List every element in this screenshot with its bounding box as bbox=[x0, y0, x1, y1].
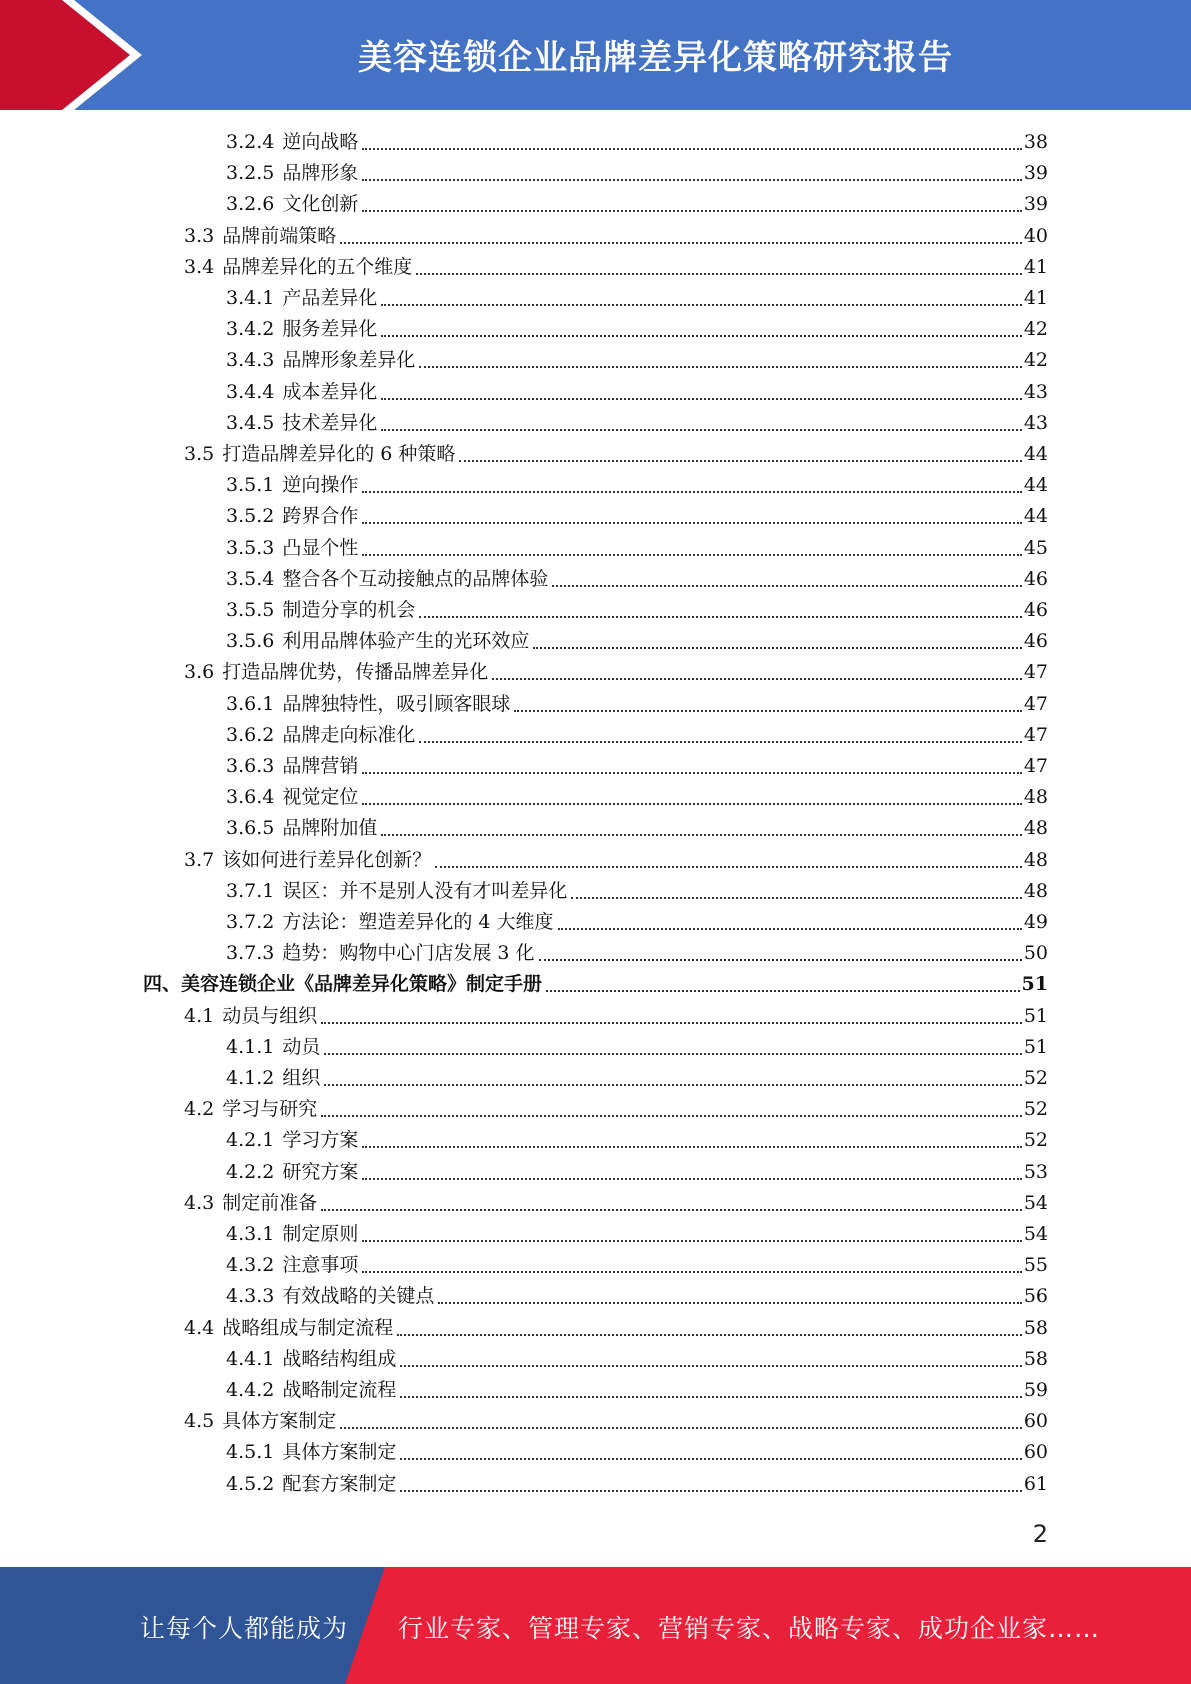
toc-entry-title: 技术差异化 bbox=[282, 411, 378, 434]
toc-dot-leader bbox=[362, 1239, 1021, 1242]
toc-dot-leader bbox=[362, 1270, 1021, 1273]
toc-entry-number: 3.5.2 bbox=[226, 505, 275, 528]
toc-entry[interactable] bbox=[184, 221, 1048, 252]
toc-entry-page: 55 bbox=[1023, 1254, 1048, 1277]
footer-slogan-right: 行业专家、管理专家、营销专家、战略专家、成功企业家…… bbox=[398, 1614, 1101, 1643]
toc-entry[interactable] bbox=[184, 439, 1048, 470]
toc-entry-page: 54 bbox=[1023, 1223, 1048, 1245]
toc-entry[interactable] bbox=[226, 283, 1048, 314]
toc-entry-page: 58 bbox=[1023, 1316, 1048, 1339]
toc-entry[interactable] bbox=[226, 907, 1048, 938]
toc-entry-number: 3.7 bbox=[184, 848, 215, 871]
toc-entry-page: 52 bbox=[1023, 1129, 1048, 1152]
toc-entry-page: 44 bbox=[1023, 505, 1048, 528]
toc-entry[interactable] bbox=[226, 1157, 1048, 1188]
toc-entry-number: 3.4.4 bbox=[226, 380, 275, 403]
toc-dot-leader bbox=[419, 615, 1021, 618]
toc-entry-page: 40 bbox=[1023, 224, 1048, 247]
toc-dot-leader bbox=[362, 521, 1021, 524]
toc-entry-number: 4.4 bbox=[184, 1316, 215, 1339]
toc-entry-number: 3.7.3 bbox=[226, 942, 275, 965]
toc-entry[interactable] bbox=[226, 533, 1048, 564]
toc-dot-leader bbox=[416, 272, 1022, 275]
toc-entry-page: 43 bbox=[1023, 380, 1048, 403]
toc-dot-leader bbox=[419, 365, 1021, 368]
toc-dot-leader bbox=[571, 896, 1021, 899]
toc-entry-title: 服务差异化 bbox=[282, 318, 378, 341]
toc-entry-page: 38 bbox=[1023, 131, 1048, 153]
toc-entry-page: 42 bbox=[1023, 318, 1048, 341]
toc-entry-title: 具体方案制定 bbox=[222, 1410, 337, 1433]
toc-entry-title: 品牌前端策略 bbox=[222, 224, 337, 247]
toc-entry-number: 3.5.3 bbox=[226, 536, 275, 559]
toc-entry-page: 48 bbox=[1023, 879, 1048, 902]
toc-dot-leader bbox=[459, 459, 1021, 462]
toc-entry-title: 研究方案 bbox=[282, 1160, 359, 1183]
toc-entry-page: 58 bbox=[1023, 1347, 1048, 1370]
toc-entry-number: 4.2 bbox=[184, 1098, 215, 1121]
toc-entry-title: 逆向战略 bbox=[282, 131, 359, 153]
toc-entry-page: 47 bbox=[1023, 692, 1048, 715]
toc-entry-title: 配套方案制定 bbox=[282, 1472, 397, 1495]
toc-dot-leader bbox=[438, 1301, 1021, 1304]
toc-entry-title: 注意事项 bbox=[282, 1254, 359, 1277]
toc-entry-number: 3.6.5 bbox=[226, 817, 275, 840]
toc-entry[interactable] bbox=[226, 626, 1048, 657]
page-footer bbox=[0, 1567, 1191, 1684]
toc-entry-number: 4.4.1 bbox=[226, 1347, 275, 1370]
toc-entry-title: 利用品牌体验产生的光环效应 bbox=[282, 630, 530, 653]
toc-dot-leader bbox=[397, 1333, 1022, 1336]
toc-entry-title: 产品差异化 bbox=[282, 287, 378, 309]
toc-entry-number: 4.3.3 bbox=[226, 1285, 275, 1308]
toc-entry-number: 3.6 bbox=[184, 661, 215, 684]
toc-entry-title: 品牌形象 bbox=[282, 162, 359, 185]
toc-entry-page: 56 bbox=[1023, 1285, 1048, 1308]
toc-entry-page: 46 bbox=[1023, 599, 1048, 621]
toc-entry-page: 47 bbox=[1023, 661, 1048, 684]
toc-entry-number: 4.5.1 bbox=[226, 1441, 275, 1464]
toc-entry-title: 品牌独特性，吸引顾客眼球 bbox=[282, 692, 511, 715]
toc-entry[interactable] bbox=[184, 1094, 1048, 1125]
toc-entry[interactable] bbox=[226, 689, 1048, 720]
toc-entry[interactable] bbox=[226, 377, 1048, 408]
toc-entry[interactable] bbox=[226, 1125, 1048, 1156]
toc-entry-page: 52 bbox=[1023, 1098, 1048, 1121]
toc-dot-leader bbox=[435, 865, 1022, 868]
toc-entry-number: 3.2.5 bbox=[226, 162, 275, 185]
toc-entry-number: 3.7.1 bbox=[226, 879, 275, 902]
toc-entry-page: 61 bbox=[1023, 1472, 1048, 1495]
toc-dot-leader bbox=[324, 1083, 1021, 1086]
toc-entry-number: 4.5 bbox=[184, 1410, 215, 1433]
toc-dot-leader bbox=[546, 989, 1020, 992]
toc-entry-title: 趋势：购物中心门店发展 3 化 bbox=[282, 942, 535, 965]
toc-entry-number: 3.5.4 bbox=[226, 567, 275, 590]
toc-entry-page: 59 bbox=[1023, 1379, 1048, 1401]
toc-entry-title: 打造品牌优势，传播品牌差异化 bbox=[222, 661, 489, 684]
toc-entry[interactable] bbox=[226, 1281, 1048, 1312]
toc-entry[interactable] bbox=[184, 1001, 1048, 1032]
toc-entry[interactable] bbox=[184, 1406, 1048, 1437]
toc-entry-page: 49 bbox=[1023, 911, 1048, 933]
toc-entry-title: 逆向操作 bbox=[282, 474, 359, 497]
toc-entry[interactable] bbox=[184, 657, 1048, 688]
toc-entry-number: 3.4.2 bbox=[226, 318, 275, 341]
toc-entry-page: 50 bbox=[1023, 942, 1048, 965]
toc-entry-number: 4.3 bbox=[184, 1191, 215, 1214]
toc-entry-title: 制造分享的机会 bbox=[282, 599, 416, 621]
toc-entry-title: 品牌附加值 bbox=[282, 817, 378, 840]
toc-dot-leader bbox=[324, 1052, 1021, 1055]
toc-entry-title: 品牌营销 bbox=[282, 755, 359, 777]
toc-entry[interactable] bbox=[226, 1375, 1048, 1406]
toc-entry-title: 制定前准备 bbox=[222, 1191, 318, 1214]
toc-entry-title: 成本差异化 bbox=[282, 380, 378, 403]
page-header bbox=[0, 0, 1191, 110]
toc-entry-title: 战略组成与制定流程 bbox=[222, 1316, 394, 1339]
toc-entry-number: 3.2.4 bbox=[226, 131, 275, 153]
toc-entry-title: 组织 bbox=[282, 1067, 321, 1089]
toc-dot-leader bbox=[400, 1364, 1021, 1367]
toc-dot-leader bbox=[492, 677, 1022, 680]
toc-entry[interactable] bbox=[226, 345, 1048, 376]
toc-entry[interactable] bbox=[226, 314, 1048, 345]
toc-dot-leader bbox=[419, 740, 1021, 743]
toc-dot-leader bbox=[381, 334, 1021, 337]
toc-dot-leader bbox=[362, 802, 1021, 805]
toc-entry-number: 3.4.1 bbox=[226, 287, 275, 309]
toc-entry[interactable] bbox=[226, 595, 1048, 626]
toc-entry-page: 48 bbox=[1023, 848, 1048, 871]
toc-entry[interactable] bbox=[226, 813, 1048, 844]
toc-entry-title: 有效战略的关键点 bbox=[282, 1285, 435, 1308]
toc-entry-number: 3.7.2 bbox=[226, 911, 275, 933]
toc-entry[interactable] bbox=[226, 1344, 1048, 1375]
toc-entry-page: 44 bbox=[1023, 474, 1048, 497]
toc-entry-title: 品牌走向标准化 bbox=[282, 723, 416, 746]
toc-dot-leader bbox=[362, 178, 1021, 181]
toc-entry[interactable] bbox=[226, 938, 1048, 969]
toc-dot-leader bbox=[400, 1457, 1021, 1460]
toc-dot-leader bbox=[362, 209, 1021, 212]
toc-dot-leader bbox=[362, 1145, 1021, 1148]
toc-entry-title: 品牌形象差异化 bbox=[282, 349, 416, 372]
toc-entry-number: 3.3 bbox=[184, 224, 215, 247]
toc-entry[interactable] bbox=[226, 720, 1048, 751]
toc-entry-title: 文化创新 bbox=[282, 193, 359, 216]
toc-entry-page: 46 bbox=[1023, 567, 1048, 590]
toc-entry[interactable] bbox=[226, 1250, 1048, 1281]
toc-entry[interactable] bbox=[226, 189, 1048, 220]
toc-entry-number: 3.5.1 bbox=[226, 474, 275, 497]
toc-entry-title: 动员 bbox=[282, 1035, 321, 1058]
toc-entry[interactable] bbox=[226, 564, 1048, 595]
toc-entry[interactable] bbox=[226, 158, 1048, 189]
toc-entry-title: 方法论：塑造差异化的 4 大维度 bbox=[282, 911, 554, 933]
toc-entry-number: 4.3.1 bbox=[226, 1223, 275, 1245]
toc-entry[interactable] bbox=[226, 127, 1048, 158]
toc-entry-page: 44 bbox=[1023, 443, 1048, 465]
toc-dot-leader bbox=[400, 1395, 1021, 1398]
toc-entry-page: 60 bbox=[1023, 1410, 1048, 1433]
toc-entry[interactable] bbox=[226, 751, 1048, 782]
toc-entry-page: 43 bbox=[1023, 411, 1048, 434]
toc-dot-leader bbox=[381, 428, 1021, 431]
toc-entry[interactable] bbox=[226, 408, 1048, 439]
toc-entry-page: 41 bbox=[1023, 255, 1048, 278]
toc-dot-leader bbox=[340, 1426, 1022, 1429]
toc-entry-page: 47 bbox=[1023, 755, 1048, 777]
toc-entry-number: 4.2.1 bbox=[226, 1129, 275, 1152]
page-number: 2 bbox=[1032, 1520, 1048, 1548]
toc-entry[interactable] bbox=[226, 1032, 1048, 1063]
toc-entry-number: 4.4.2 bbox=[226, 1379, 275, 1401]
toc-dot-leader bbox=[362, 490, 1021, 493]
toc-entry[interactable] bbox=[226, 1219, 1048, 1250]
toc-entry-title: 误区：并不是别人没有才叫差异化 bbox=[282, 879, 568, 902]
toc-entry-number: 4.1 bbox=[184, 1004, 215, 1027]
toc-entry-title: 战略结构组成 bbox=[282, 1347, 397, 1370]
toc-entry-title: 跨界合作 bbox=[282, 505, 359, 528]
toc-entry-title: 凸显个性 bbox=[282, 536, 359, 559]
toc-entry[interactable] bbox=[184, 1188, 1048, 1219]
toc-dot-leader bbox=[514, 709, 1021, 712]
toc-dot-leader bbox=[533, 646, 1021, 649]
toc-dot-leader bbox=[321, 1114, 1022, 1117]
toc-dot-leader bbox=[558, 927, 1022, 930]
toc-entry-title: 制定原则 bbox=[282, 1223, 359, 1245]
toc-entry-title: 战略制定流程 bbox=[282, 1379, 397, 1401]
toc-entry[interactable] bbox=[184, 252, 1048, 283]
toc-dot-leader bbox=[381, 303, 1021, 306]
toc-dot-leader bbox=[552, 584, 1021, 587]
toc-entry-page: 51 bbox=[1023, 1035, 1048, 1058]
toc-entry-title: 品牌差异化的五个维度 bbox=[222, 255, 413, 278]
toc-entry[interactable] bbox=[226, 782, 1048, 813]
toc-entry-page: 46 bbox=[1023, 630, 1048, 653]
toc-entry[interactable] bbox=[226, 470, 1048, 501]
toc-entry-page: 51 bbox=[1023, 1004, 1048, 1027]
toc-dot-leader bbox=[362, 147, 1021, 150]
toc-entry-number: 3.4.5 bbox=[226, 411, 275, 434]
toc-entry[interactable] bbox=[143, 969, 1048, 1000]
toc-entry[interactable] bbox=[184, 1313, 1048, 1344]
toc-entry-number: 3.4 bbox=[184, 255, 215, 278]
toc-dot-leader bbox=[362, 771, 1021, 774]
toc-entry-number: 4.5.2 bbox=[226, 1472, 275, 1495]
toc-entry-page: 45 bbox=[1023, 536, 1048, 559]
toc-entry-page: 48 bbox=[1023, 786, 1048, 809]
toc-entry[interactable] bbox=[226, 1437, 1048, 1468]
toc-entry-page: 39 bbox=[1023, 193, 1048, 216]
toc-entry-number: 4.1.1 bbox=[226, 1035, 275, 1058]
footer-slogan-left: 让每个人都能成为 bbox=[140, 1614, 349, 1643]
toc-entry-title: 学习与研究 bbox=[222, 1098, 318, 1121]
toc-entry-number: 4.2.2 bbox=[226, 1160, 275, 1183]
toc-entry-number: 3.5.5 bbox=[226, 599, 275, 621]
toc-entry-page: 53 bbox=[1023, 1160, 1048, 1183]
toc-entry-title: 四、美容连锁企业《品牌差异化策略》制定手册 bbox=[143, 973, 543, 996]
toc-entry-number: 3.6.4 bbox=[226, 786, 275, 809]
toc-entry[interactable] bbox=[226, 876, 1048, 907]
toc-entry-page: 39 bbox=[1023, 162, 1048, 185]
toc-entry[interactable] bbox=[226, 1469, 1048, 1500]
toc-entry[interactable] bbox=[226, 1063, 1048, 1094]
toc-dot-leader bbox=[340, 241, 1022, 244]
toc-entry-page: 51 bbox=[1021, 973, 1048, 996]
toc-entry[interactable] bbox=[226, 501, 1048, 532]
toc-entry-page: 60 bbox=[1023, 1441, 1048, 1464]
toc-entry-page: 48 bbox=[1023, 817, 1048, 840]
toc-entry-page: 47 bbox=[1023, 723, 1048, 746]
toc-entry-page: 41 bbox=[1023, 287, 1048, 309]
toc-dot-leader bbox=[400, 1489, 1021, 1492]
toc-entry-number: 3.5.6 bbox=[226, 630, 275, 653]
toc-entry-title: 动员与组织 bbox=[222, 1004, 318, 1027]
toc-dot-leader bbox=[381, 833, 1021, 836]
toc-dot-leader bbox=[381, 397, 1021, 400]
toc-entry-number: 3.6.3 bbox=[226, 755, 275, 777]
toc-entry-title: 视觉定位 bbox=[282, 786, 359, 809]
toc-entry-page: 54 bbox=[1023, 1191, 1048, 1214]
toc-entry-number: 3.6.1 bbox=[226, 692, 275, 715]
toc-entry-number: 3.2.6 bbox=[226, 193, 275, 216]
toc-dot-leader bbox=[539, 958, 1022, 961]
toc-entry-title: 该如何进行差异化创新？ bbox=[222, 848, 432, 871]
toc-entry[interactable] bbox=[184, 845, 1048, 876]
toc-entry-number: 3.6.2 bbox=[226, 723, 275, 746]
toc-entry-number: 4.1.2 bbox=[226, 1067, 275, 1089]
toc-entry-number: 3.4.3 bbox=[226, 349, 275, 372]
toc-entry-title: 学习方案 bbox=[282, 1129, 359, 1152]
toc-dot-leader bbox=[321, 1021, 1022, 1024]
toc-dot-leader bbox=[362, 553, 1021, 556]
toc-entry-page: 52 bbox=[1023, 1067, 1048, 1089]
toc-entry-page: 42 bbox=[1023, 349, 1048, 372]
toc-entry-title: 整合各个互动接触点的品牌体验 bbox=[282, 567, 549, 590]
toc-entry-number: 4.3.2 bbox=[226, 1254, 275, 1277]
toc-entry-title: 打造品牌差异化的 6 种策略 bbox=[222, 443, 456, 465]
toc-dot-leader bbox=[362, 1177, 1021, 1180]
toc-dot-leader bbox=[321, 1208, 1022, 1211]
toc-entry-title: 具体方案制定 bbox=[282, 1441, 397, 1464]
report-title: 美容连锁企业品牌差异化策略研究报告 bbox=[358, 38, 953, 78]
toc-entry-number: 3.5 bbox=[184, 443, 215, 465]
